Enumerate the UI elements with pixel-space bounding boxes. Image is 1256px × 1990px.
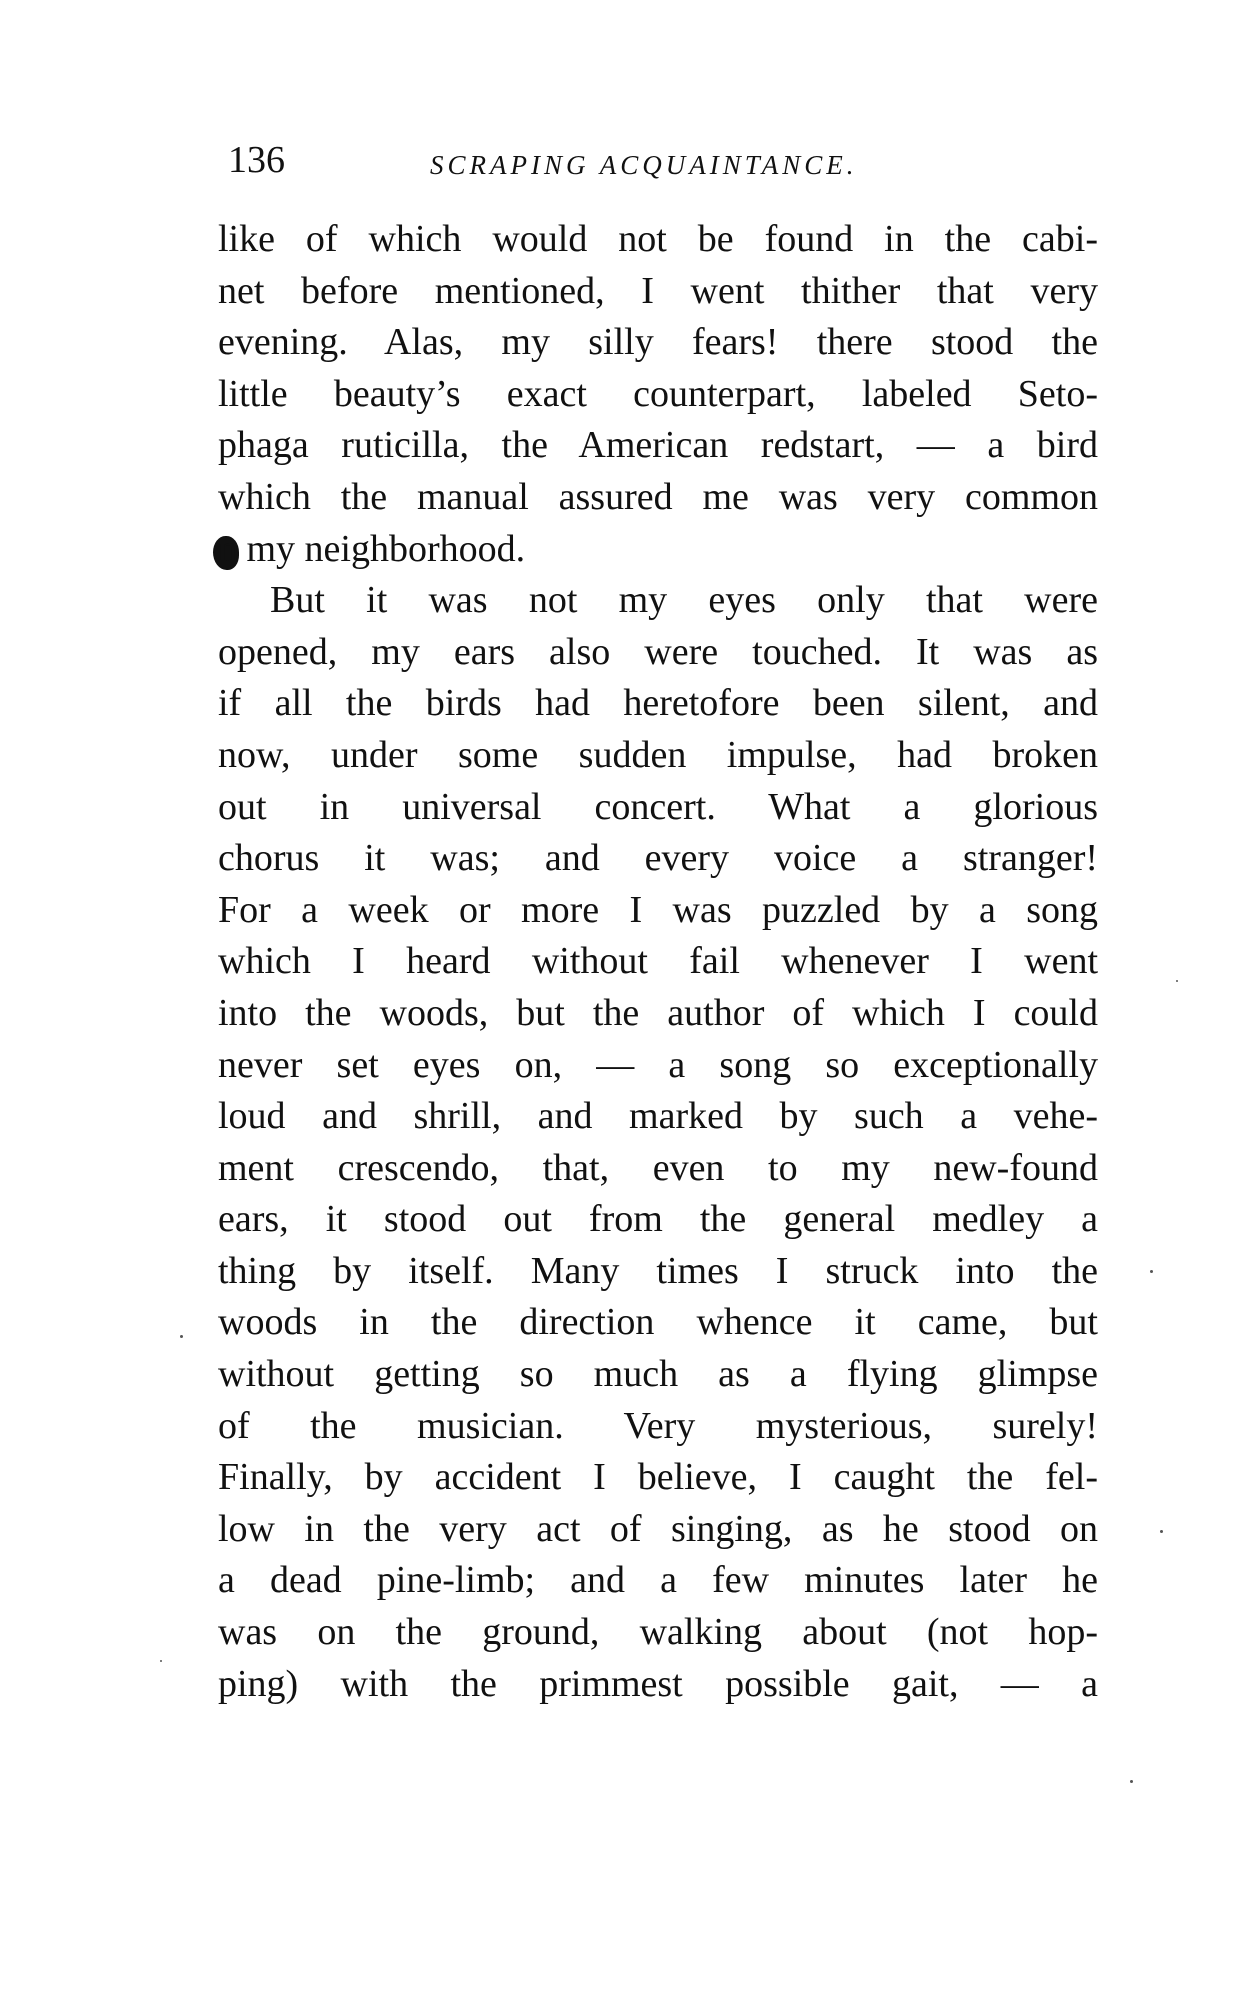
text-line: now, under some sudden impulse, had broken [218,733,1098,776]
body-text [218,214,1098,1710]
page-number: 136 [228,139,285,181]
text-line: For a week or more I was puzzled by a song [218,888,1098,931]
text-line: loud and shrill, and marked by such a vehe- [218,1095,1098,1138]
text-line: phaga ruticilla, the American redstart, — a bird [218,424,1098,467]
paper-speck [1150,1270,1153,1273]
paper-speck [180,1335,183,1338]
text-line: woods in the direction whence it came, but [218,1301,1098,1344]
text-line: But it was not my eyes only that were [270,579,1098,622]
text-line: a dead pine-limb; and a few minutes later he [218,1559,1098,1602]
text-line: if all the birds had heretofore been silent, and [218,682,1098,725]
text-line: of the musician. Very mysterious, surely! [218,1404,1098,1447]
paper-speck [160,1660,162,1662]
paper-speck [1176,980,1178,982]
text-line: opened, my ears also were touched. It was as [218,630,1098,673]
text-line: net before mentioned, I went thither that very [218,269,1098,312]
page-header [228,138,908,186]
text-line: low in the very act of singing, as he stood on [218,1507,1098,1550]
text-line: chorus it was; and every voice a stranger! [218,837,1098,880]
text-line: out in universal concert. What a glorious [218,785,1098,828]
text-line: which I heard without fail whenever I went [218,940,1098,983]
text-line: Finally, by accident I believe, I caught the fel- [218,1456,1098,1499]
text-line: evening. Alas, my silly fears! there stood the [218,321,1098,364]
text-line: never set eyes on, — a song so exceptionally [218,1043,1098,1086]
text-line: ping) with the primmest possible gait, — a [218,1662,1098,1705]
text-line: ment crescendo, that, even to my new-found [218,1146,1098,1189]
paper-speck [1130,1780,1133,1783]
running-head: SCRAPING ACQUAINTANCE. [430,150,858,180]
paper-speck [1160,1530,1163,1533]
text-line: thing by itself. Many times I struck into the [218,1249,1098,1292]
text-line: which the manual assured me was very common [218,475,1098,518]
text-line: little beauty’s exact counterpart, labeled Seto- [218,372,1098,415]
text-line: ears, it stood out from the general medley a [218,1198,1098,1241]
text-line: n my neighborhood. [218,527,526,570]
text-line: without getting so much as a flying glimpse [218,1353,1098,1396]
text-line: was on the ground, walking about (not hop- [218,1611,1098,1654]
text-line: into the woods, but the author of which I could [218,991,1098,1034]
text-line: like of which would not be found in the cabi- [218,218,1098,260]
